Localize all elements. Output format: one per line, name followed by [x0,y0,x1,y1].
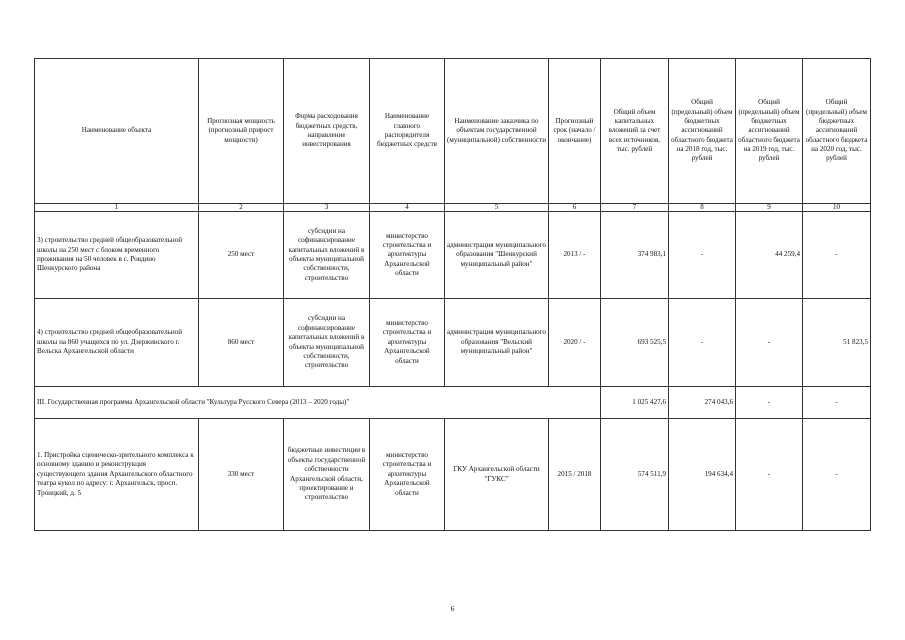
manager-cell: министерство строительства и архитектуры Архангельской области [370,419,445,531]
total-cell: 693 525,5 [601,299,669,387]
column-number: 7 [601,204,669,212]
object-name: 4) строительство средней общеобразовательной школы на 860 учащихся по ул. Дзержинского г. Вельска Архангельской области [35,299,199,387]
header-customer: Наименование заказчика по объектам государственной (муниципальной) собственности [445,59,549,204]
header-row [35,59,871,204]
header-term: Прогнозный срок (начало / окончание) [549,59,601,204]
y2020-cell: - [803,387,871,419]
y2018-cell: 274 043,6 [669,387,736,419]
total-cell: 1 025 427,6 [601,387,669,419]
table-row [35,299,871,387]
object-name: 1. Пристройка сценическо-зрительного комплекса к основному зданию и реконструкция существующего здания Архангельского областного театра кукол по адресу: г. Архангельск, просп. Троицкий, д. 5 [35,419,199,531]
y2020-cell: - [803,419,871,531]
object-name: 3) строительство средней общеобразовательной школы на 250 мест с блоком временного проживания на 50 человек в с. Ровдино Шенкурского района [35,212,199,299]
header-form: Форма расходования бюджетных средств, направление инвестирования [284,59,370,204]
column-number: 9 [736,204,803,212]
section-title: III. Государственная программа Архангельской области "Культура Русского Севера (2013 – 2020 годы)" [35,387,601,419]
column-number: 8 [669,204,736,212]
header-2018: Общий (предельный) объем бюджетных ассигнований областного бюджета на 2018 год, тыс. рублей [669,59,736,204]
term-cell: 2020 / - [549,299,601,387]
header-object: Наименование объекта [35,59,199,204]
total-cell: 374 983,1 [601,212,669,299]
header-2019: Общий (предельный) объем бюджетных ассигнований областного бюджета на 2019 год, тыс. рублей [736,59,803,204]
capacity-cell: 330 мест [199,419,284,531]
header-manager: Наименование главного распорядителя бюджетных средств [370,59,445,204]
column-number: 3 [284,204,370,212]
manager-cell: министерство строительства и архитектуры Архангельской области [370,299,445,387]
header-capacity: Прогнозная мощность (прогнозный прирост мощности) [199,59,284,204]
y2019-cell: - [736,419,803,531]
form-cell: субсидии на софинансирование капитальных вложений в объекты муниципальной собственности, строительство [284,212,370,299]
y2018-cell: 194 634,4 [669,419,736,531]
capacity-cell: 250 мест [199,212,284,299]
term-cell: 2013 / - [549,212,601,299]
total-cell: 574 511,9 [601,419,669,531]
customer-cell: администрация муниципального образования "Шенкурский муниципальный район" [445,212,549,299]
y2019-cell: - [736,299,803,387]
y2020-cell: 51 823,5 [803,299,871,387]
column-number: 6 [549,204,601,212]
header-2020: Общий (предельный) объем бюджетных ассигнований областного бюджета на 2020 год, тыс. рублей [803,59,871,204]
form-cell: субсидии на софинансирование капитальных вложений в объекты муниципальной собственности, строительство [284,299,370,387]
column-number: 2 [199,204,284,212]
column-number: 1 [35,204,199,212]
customer-cell: администрация муниципального образования "Вельский муниципальный район" [445,299,549,387]
column-number: 4 [370,204,445,212]
y2018-cell: - [669,212,736,299]
table-row [35,212,871,299]
column-number-row [35,204,871,212]
capacity-cell: 860 мест [199,299,284,387]
budget-table [34,58,871,531]
customer-cell: ГКУ Архангельской области "ГУКС" [445,419,549,531]
term-cell: 2015 / 2018 [549,419,601,531]
table-row [35,419,871,531]
y2020-cell: - [803,212,871,299]
y2018-cell: - [669,299,736,387]
y2019-cell: - [736,387,803,419]
column-number: 5 [445,204,549,212]
form-cell: бюджетные инвестиции в объекты государственной собственности Архангельской области, проектирование и строительство [284,419,370,531]
header-total: Общий объем капитальных вложений за счет всех источников, тыс. рублей [601,59,669,204]
y2019-cell: 44 259,4 [736,212,803,299]
column-number: 10 [803,204,871,212]
section-row [35,387,871,419]
manager-cell: министерство строительства и архитектуры Архангельской области [370,212,445,299]
page-number: 6 [450,604,455,613]
